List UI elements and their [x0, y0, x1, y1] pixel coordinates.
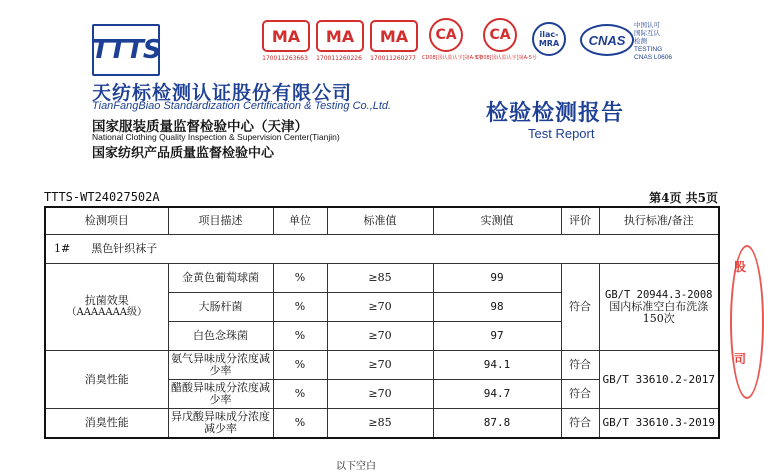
item-cell	[45, 264, 168, 351]
col-header: 评价	[561, 207, 599, 235]
std-cell: ≥85	[327, 409, 433, 438]
ma-mark	[316, 20, 362, 62]
ca-caption: CD08[国认监认字]第A-5号	[422, 55, 483, 61]
cnas-mark	[580, 20, 684, 68]
unit-cell: %	[273, 351, 327, 380]
unit-cell: %	[273, 322, 327, 351]
measured-cell: 99	[433, 264, 561, 293]
std-cell: ≥85	[327, 264, 433, 293]
standard-remark: 国内标准空白布洗涤150次	[609, 300, 709, 325]
table-row	[45, 264, 719, 293]
table-row	[45, 409, 719, 438]
col-header: 实测值	[433, 207, 561, 235]
rating-cell: 符合	[561, 380, 599, 409]
center-name-cn: 国家服装质量监督检验中心（天津）	[92, 119, 308, 135]
standard-code: GB/T 20944.3-2008	[605, 289, 713, 301]
ma-number: 170011260226	[316, 55, 362, 62]
desc-cell: 异戊酸异味成分浓度减少率	[168, 409, 273, 438]
rating-cell: 符合	[561, 409, 599, 438]
desc-cell: 白色念珠菌	[168, 322, 273, 351]
sample-name: 黑色针织袜子	[91, 242, 158, 255]
measured-cell: 94.7	[433, 380, 561, 409]
item-cell: 消臭性能	[45, 409, 168, 438]
ma-icon: MA	[262, 20, 310, 52]
seal-char: 股	[734, 260, 747, 274]
cnas-icon: CNAS	[580, 24, 634, 56]
unit-cell: %	[273, 293, 327, 322]
center-name-en: National Clothing Quality Inspection & Supervision Center(Tianjin)	[92, 132, 340, 142]
item-name: 抗菌效果	[84, 294, 129, 307]
center-name-cut: 国家纺织产品质量监督检验中心	[92, 146, 275, 161]
ca-mark	[476, 18, 537, 61]
rating-cell: 符合	[561, 264, 599, 351]
rating-cell: 符合	[561, 351, 599, 380]
report-title-en: Test Report	[528, 126, 595, 141]
desc-cell: 金黄色葡萄球菌	[168, 264, 273, 293]
desc-cell: 大肠杆菌	[168, 293, 273, 322]
std-cell: ≥70	[327, 351, 433, 380]
company-logo	[92, 24, 160, 76]
ma-mark	[262, 20, 308, 62]
standard-cell	[599, 264, 719, 351]
ma-icon: MA	[316, 20, 364, 52]
ma-mark	[370, 20, 416, 62]
sample-label: 1#	[54, 242, 71, 255]
col-header: 检测项目	[45, 207, 168, 235]
page-info: 第4页 共5页	[649, 191, 718, 205]
sample-cell	[45, 235, 719, 264]
report-title-cn: 检验检测报告	[486, 101, 625, 126]
ilac-mark	[530, 22, 568, 56]
measured-cell: 97	[433, 322, 561, 351]
measured-cell: 94.1	[433, 351, 561, 380]
cnas-line: TESTING	[634, 46, 663, 53]
unit-cell: %	[273, 409, 327, 438]
ca-mark	[422, 18, 483, 61]
cnas-line: 检测	[634, 38, 647, 45]
col-header: 标准值	[327, 207, 433, 235]
table-header-row	[45, 207, 719, 235]
item-subtitle: （AAAAAAA级）	[66, 307, 148, 318]
sample-row	[45, 235, 719, 264]
col-header: 执行标准/备注	[599, 207, 719, 235]
cnas-line: 国际互认	[634, 30, 660, 37]
ca-icon: CA	[429, 18, 463, 52]
company-name-en: TianFangBiao Standardization Certification & Testing Co.,Ltd.	[92, 100, 392, 112]
item-cell: 消臭性能	[45, 351, 168, 409]
certification-marks	[262, 20, 682, 68]
unit-cell: %	[273, 380, 327, 409]
results-table	[44, 206, 720, 439]
ca-icon: CA	[483, 18, 517, 52]
seal-char: 司	[734, 352, 747, 366]
cnas-text	[634, 22, 672, 62]
measured-cell: 87.8	[433, 409, 561, 438]
ilac-icon: ilac-MRA	[532, 22, 566, 56]
cnas-line: CNAS L0606	[634, 54, 672, 61]
standard-cell: GB/T 33610.3-2019	[599, 409, 719, 438]
std-cell: ≥70	[327, 293, 433, 322]
desc-cell: 醋酸异味成分浓度减少率	[168, 380, 273, 409]
desc-cell: 氨气异味成分浓度减少率	[168, 351, 273, 380]
std-cell: ≥70	[327, 322, 433, 351]
table-row	[45, 351, 719, 380]
col-header: 单位	[273, 207, 327, 235]
measured-cell: 98	[433, 293, 561, 322]
unit-cell: %	[273, 264, 327, 293]
ma-icon: MA	[370, 20, 418, 52]
ma-number: 170011263663	[262, 55, 308, 62]
ma-number: 170011260277	[370, 55, 416, 62]
standard-cell: GB/T 33610.2-2017	[599, 351, 719, 409]
logo-text: TTTS	[91, 35, 161, 65]
col-header: 项目描述	[168, 207, 273, 235]
cnas-line: 中国认可	[634, 22, 660, 29]
footer-note: 以下空白	[336, 461, 376, 472]
company-name-cn: 天纺标检测认证股份有限公司	[92, 82, 353, 104]
ca-caption: CD08[国认监认字]第A-5号	[476, 55, 537, 61]
std-cell: ≥70	[327, 380, 433, 409]
report-id: TTTS-WT24027502A	[44, 190, 160, 204]
